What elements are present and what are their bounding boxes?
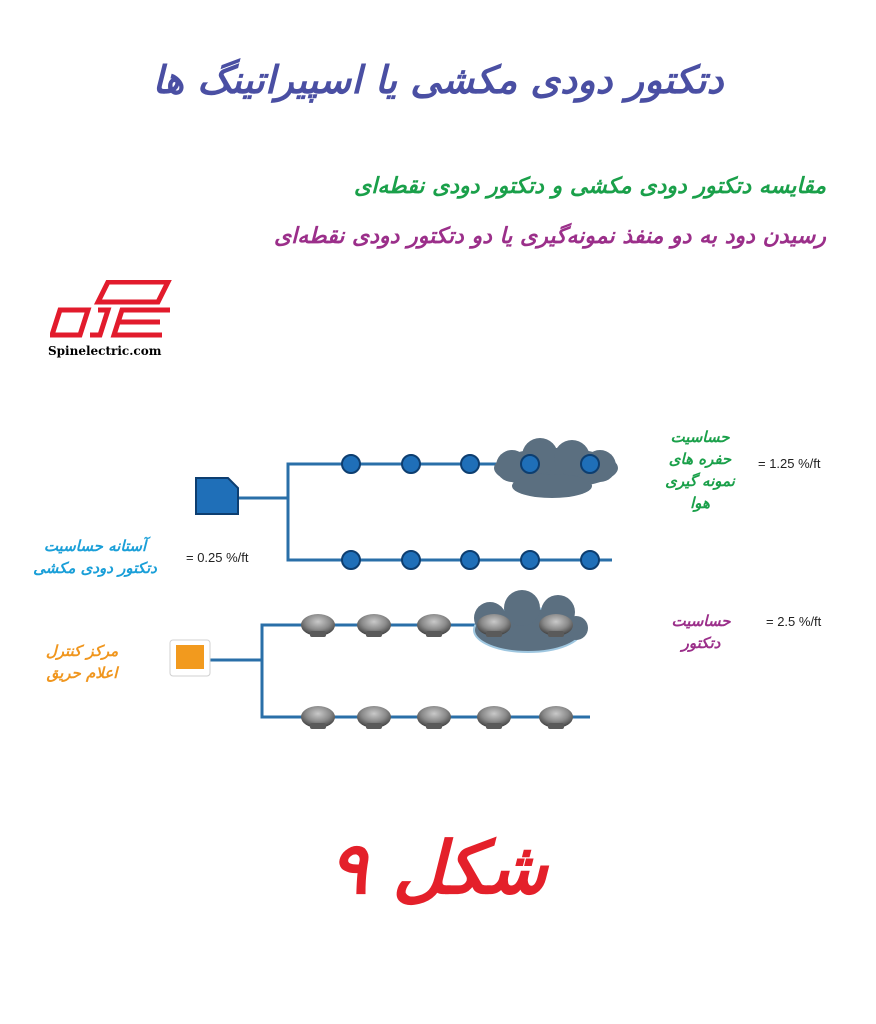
sample-hole-sensitivity-value: = 1.25 %/ft	[758, 456, 821, 471]
smoke-cloud-aspirating	[494, 438, 618, 498]
detector-sensitivity-label	[646, 610, 756, 654]
logo-website-text: Spinelectric.com	[48, 344, 162, 358]
sample-hole	[402, 455, 420, 473]
sample-hole	[581, 551, 599, 569]
sample-hole-line-4: هوا	[690, 494, 710, 512]
aspirating-detector-unit	[196, 478, 238, 514]
sample-hole	[402, 551, 420, 569]
smoke-detector-icon	[539, 706, 573, 729]
sample-hole	[521, 455, 539, 473]
control-panel-label	[22, 640, 142, 684]
smoke-detector-icon	[301, 706, 335, 729]
smoke-detector-icon	[417, 706, 451, 729]
sample-hole	[342, 551, 360, 569]
detector-sensitivity-line-2: دتکتور	[681, 634, 721, 652]
aspirating-threshold-label	[10, 535, 180, 579]
sample-hole-sensitivity-label	[640, 426, 760, 514]
sample-hole	[581, 455, 599, 473]
sample-hole	[342, 455, 360, 473]
sample-hole-line-1: حساسیت	[670, 428, 730, 446]
subtitle-comparison: مقایسه دتکتور دودی مکشی و دتکتور دودی نقطه‌ای	[354, 174, 826, 199]
fire-alarm-control-panel	[170, 640, 210, 676]
sample-hole	[461, 551, 479, 569]
page-title: دتکتور دودی مکشی یا اسپیراتینگ ها	[152, 58, 724, 102]
smoke-detector-icon	[357, 706, 391, 729]
sample-hole	[461, 455, 479, 473]
sample-hole-line-2: حفره های	[668, 450, 732, 468]
aspirating-threshold-value: = 0.25 %/ft	[186, 550, 249, 565]
sample-hole-line-3: نمونه گیری	[665, 472, 735, 490]
subtitle-smoke-reaching: رسیدن دود به دو منفذ نمونه‌گیری یا دو دتکتور دودی نقطه‌ای	[273, 224, 826, 249]
smoke-detector-icon	[477, 706, 511, 729]
detector-sensitivity-value: = 2.5 %/ft	[766, 614, 822, 629]
aspirating-pipe-lower	[288, 498, 612, 560]
aspirating-threshold-line-2: دتکتور دودی مکشی	[33, 559, 157, 577]
smoke-detector-icon	[357, 614, 391, 637]
figure-label: شکل ۹	[328, 826, 548, 910]
sample-hole	[521, 551, 539, 569]
detector-sensitivity-line-1: حساسیت	[671, 612, 731, 630]
aspirating-threshold-line-1: آستانه حساسیت	[43, 537, 147, 555]
control-panel-line-1: مرکز کنترل	[45, 642, 119, 660]
smoke-detector-icon	[301, 614, 335, 637]
control-panel-line-2: اعلام حریق	[46, 664, 118, 682]
smoke-detector-icon	[417, 614, 451, 637]
